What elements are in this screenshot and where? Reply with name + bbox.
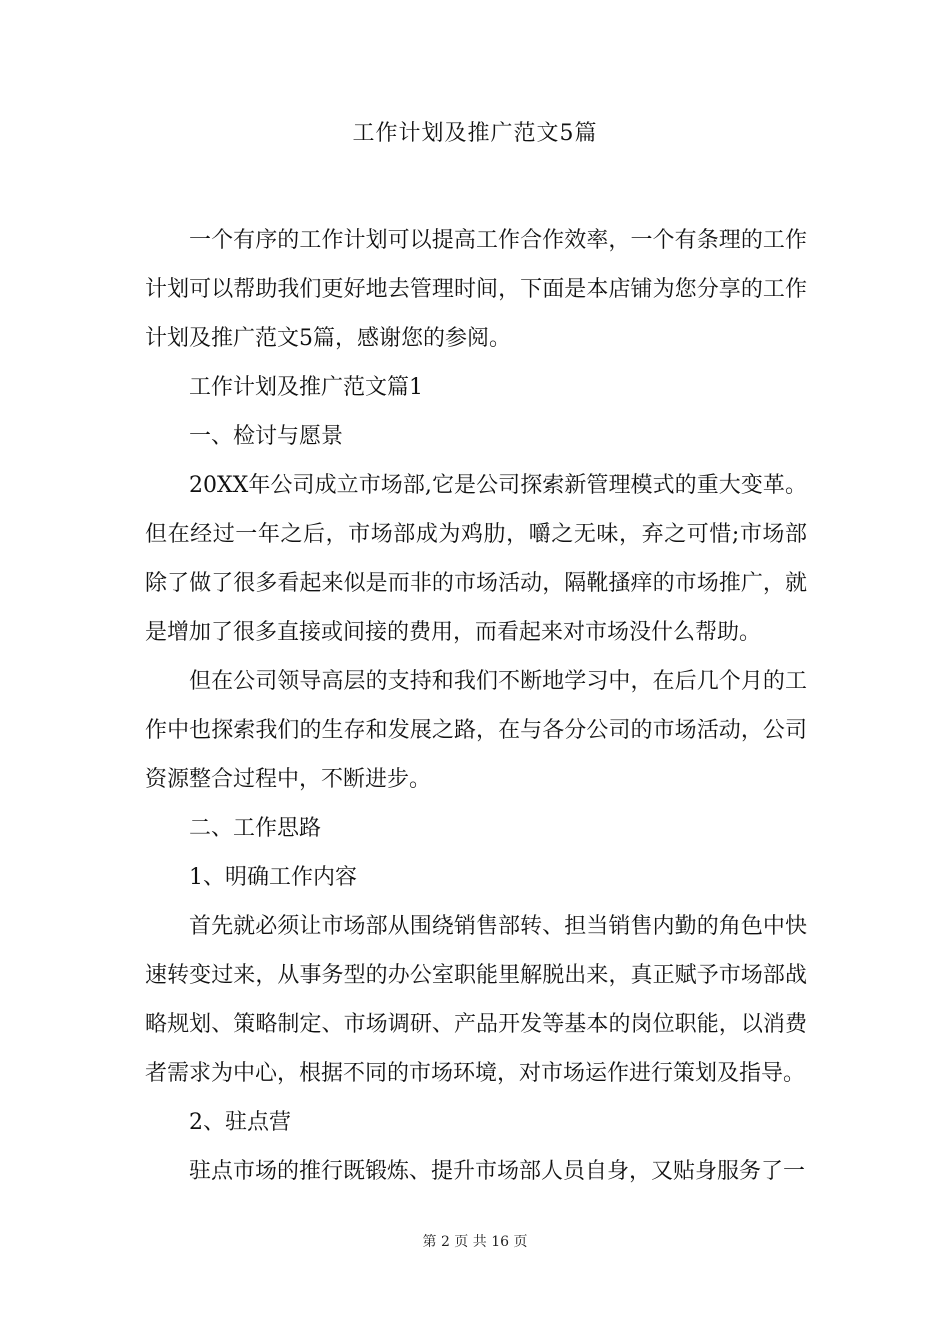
paragraph-progress: 但在公司领导高层的支持和我们不断地学习中，在后几个月的工作中也探索我们的生存和发展之路，在与各分公司的市场活动，公司资源整合过程中，不断进步。 xyxy=(145,669,807,792)
page-footer: 第 2 页 共 16 页 xyxy=(422,1234,528,1250)
heading-review-vision: 一、检讨与愿景 xyxy=(189,424,344,449)
intro-paragraph: 一个有序的工作计划可以提高工作合作效率，一个有条理的工作计划可以帮助我们更好地去管理时间，下面是本店铺为您分享的工作计划及推广范文5篇，感谢您的参阅。 xyxy=(145,228,807,351)
section-title: 工作计划及推广范文篇1 xyxy=(189,375,423,400)
paragraph-market-dept: 20XX年公司成立市场部,它是公司探索新管理模式的重大变革。但在经过一年之后，市场部成为鸡肋，嚼之无味，弃之可惜;市场部除了做了很多看起来似是而非的市场活动，隔靴搔痒的市场推广，就是增加了很多直接或间接的费用，而看起来对市场没什么帮助。 xyxy=(145,473,807,645)
document-title: 工作计划及推广范文5篇 xyxy=(352,121,598,146)
document-body xyxy=(145,216,807,1196)
heading-work-approach: 二、工作思路 xyxy=(189,816,322,841)
subheading-stationed: 2、驻点营 xyxy=(189,1110,291,1135)
paragraph-market-role: 首先就必须让市场部从围绕销售部转、担当销售内勤的角色中快速转变过来，从事务型的办公室职能里解脱出来，真正赋予市场部战略规划、策略制定、市场调研、产品开发等基本的岗位职能，以消费者需求为中心，根据不同的市场环境，对市场运作进行策划及指导。 xyxy=(145,914,807,1086)
paragraph-stationed-market: 驻点市场的推行既锻炼、提升市场部人员自身，又贴身服务了一 xyxy=(189,1159,806,1184)
subheading-clarify-content: 1、明确工作内容 xyxy=(189,865,357,890)
